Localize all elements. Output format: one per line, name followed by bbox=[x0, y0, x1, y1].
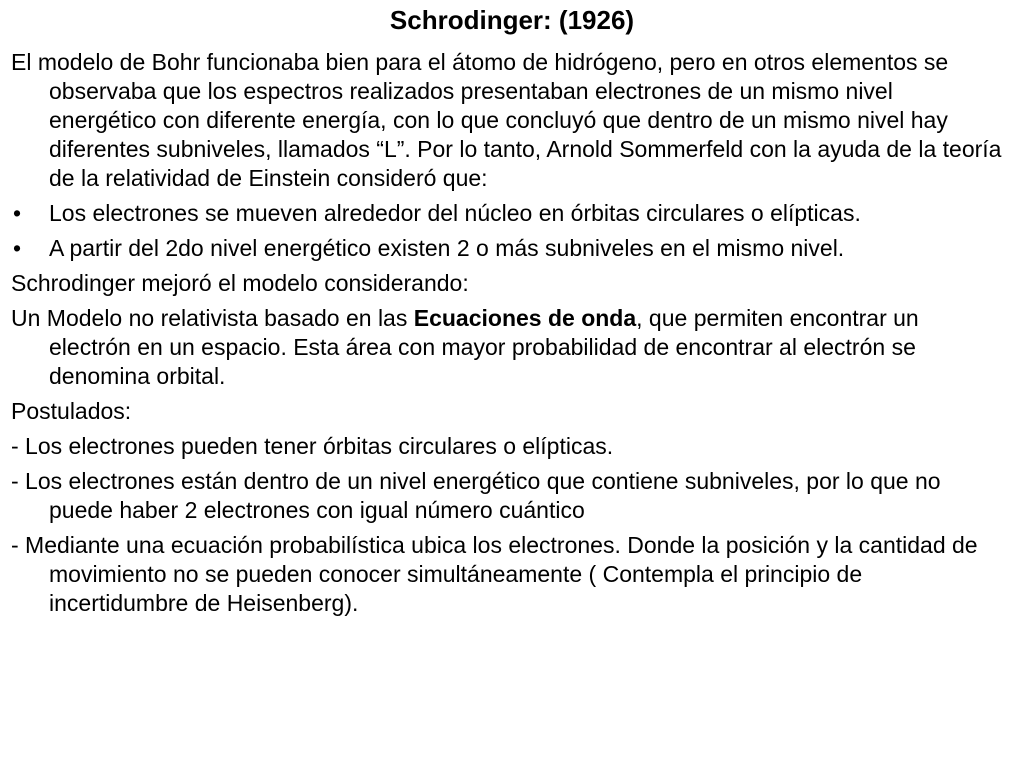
slide-body bbox=[11, 48, 1006, 624]
postulado-item: - Los electrones están dentro de un nivel energético que contiene subniveles, por lo que no puede haber 2 electrones con igual número cuántico bbox=[11, 468, 941, 523]
postulado-item: - Los electrones pueden tener órbitas circulares o elípticas. bbox=[11, 433, 614, 459]
bullet-text: Los electrones se mueven alrededor del núcleo en órbitas circulares o elípticas. bbox=[49, 200, 861, 226]
bullet-item bbox=[11, 234, 1006, 263]
intro-paragraph: El modelo de Bohr funcionaba bien para el átomo de hidrógeno, pero en otros elementos se observaba que los espectros realizados presentaban electrones de un mismo nivel energético con diferente energía, con lo que concluyó que dentro de un mismo nivel hay diferentes subniveles, llamados “L”. Por lo tanto, Arnold Sommerfeld con la ayuda de la teoría de la relatividad de Einstein consideró que: bbox=[11, 49, 1002, 191]
bullet-text: A partir del 2do nivel energético existen 2 o más subniveles en el mismo nivel. bbox=[49, 235, 845, 261]
model-suffix: , que permiten encontrar un electrón en un espacio. Esta área con mayor probabilidad de encontrar al electrón se denomina orbital. bbox=[49, 305, 919, 389]
model-emphasis: Ecuaciones de onda bbox=[413, 305, 637, 331]
model-paragraph bbox=[11, 304, 1006, 391]
bullet-icon: • bbox=[13, 235, 22, 261]
schrodinger-intro: Schrodinger mejoró el modelo considerando: bbox=[11, 270, 469, 296]
slide-title: Schrodinger: (1926) bbox=[389, 5, 635, 35]
postulados-heading: Postulados: bbox=[11, 398, 132, 424]
model-prefix: Un Modelo no relativista basado en las bbox=[11, 305, 414, 331]
bullet-icon: • bbox=[13, 200, 22, 226]
bullet-item bbox=[11, 199, 1006, 228]
postulado-item: - Mediante una ecuación probabilística ubica los electrones. Donde la posición y la cantidad de movimiento no se pueden conocer simultáneamente ( Contempla el principio de incertidumbre de Heisenberg). bbox=[11, 532, 978, 616]
